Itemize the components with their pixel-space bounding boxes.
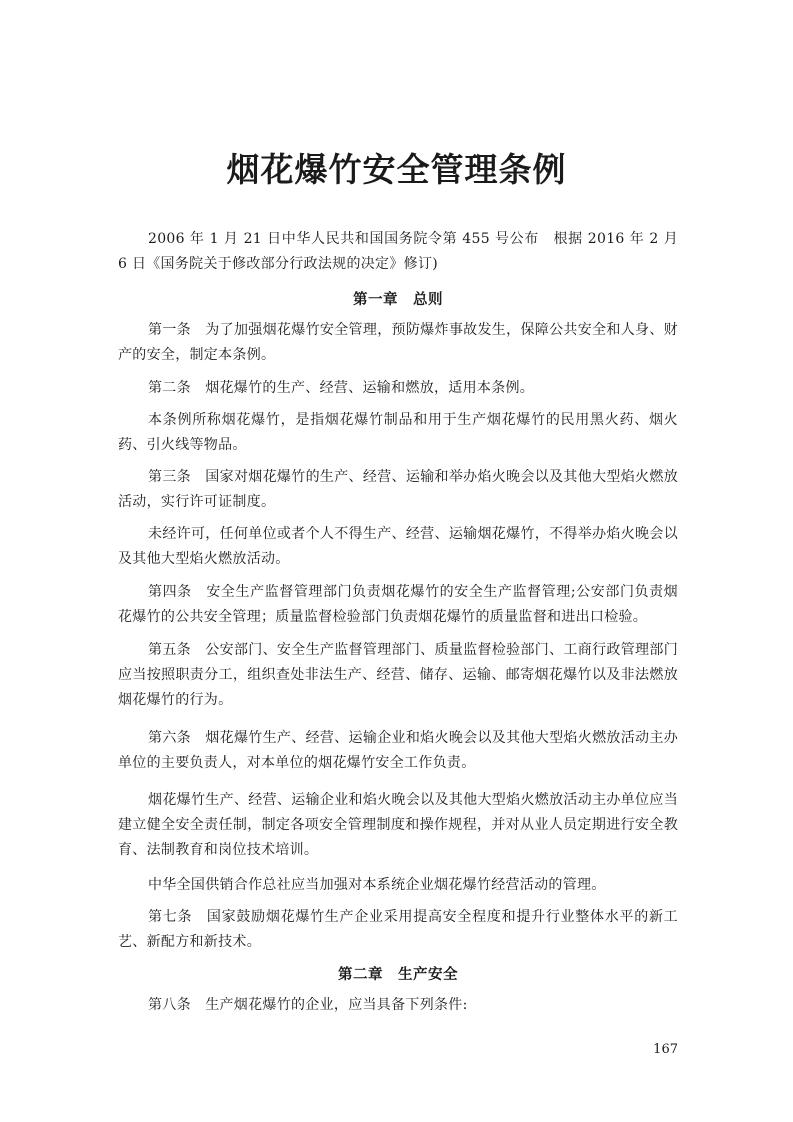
page-number: 167	[653, 1042, 678, 1057]
article-2-definition: 本条例所称烟花爆竹，是指烟花爆竹制品和用于生产烟花爆竹的民用黑火药、烟火药、引火线等物品。	[118, 412, 678, 453]
article-4: 第四条 安全生产监督管理部门负责烟花爆竹的安全生产监督管理;公安部门负责烟花爆竹的公共安全管理；质量监督检验部门负责烟花爆竹的质量监督和进出口检验。	[118, 584, 678, 625]
chapter-1-heading: 第一章 总则	[353, 291, 443, 308]
article-6-responsibility: 烟花爆竹生产、经营、运输企业和焰火晚会以及其他大型焰火燃放活动主办单位应当建立健全安全责任制，制定各项安全管理制度和操作规程，并对从业人员定期进行安全教育、法制教育和岗位技术培训。	[118, 792, 678, 858]
source-note: 2006 年 1 月 21 日中华人民共和国国务院令第 455 号公布 根据 2016 年 2 月 6 日《国务院关于修改部分行政法规的决定》修订)	[118, 231, 678, 272]
article-3: 第三条 国家对烟花爆竹的生产、经营、运输和举办焰火晚会以及其他大型焰火燃放活动，实行许可证制度。	[118, 469, 678, 510]
article-2: 第二条 烟花爆竹的生产、经营、运输和燃放，适用本条例。	[148, 380, 535, 396]
article-3-prohibition: 未经许可，任何单位或者个人不得生产、经营、运输烟花爆竹，不得举办焰火晚会以及其他大型焰火燃放活动。	[118, 526, 678, 567]
article-6-supply-coop: 中华全国供销合作总社应当加强对本系统企业烟花爆竹经营活动的管理。	[148, 877, 606, 893]
article-1: 第一条 为了加强烟花爆竹安全管理，预防爆炸事故发生，保障公共安全和人身、财产的安全，制定本条例。	[118, 322, 678, 363]
chapter-2-heading: 第二章 生产安全	[338, 966, 458, 983]
article-6: 第六条 烟花爆竹生产、经营、运输企业和焰火晚会以及其他大型焰火燃放活动主办单位的主要负责人，对本单位的烟花爆竹安全工作负责。	[118, 730, 678, 771]
article-7: 第七条 国家鼓励烟花爆竹生产企业采用提高安全程度和提升行业整体水平的新工艺、新配方和新技术。	[118, 909, 678, 950]
page-title: 烟花爆竹安全管理条例	[226, 150, 567, 189]
article-8: 第八条 生产烟花爆竹的企业，应当具备下列条件:	[148, 997, 468, 1013]
article-5: 第五条 公安部门、安全生产监督管理部门、质量监督检验部门、工商行政管理部门应当按照职责分工，组织查处非法生产、经营、储存、运输、邮寄烟花爆竹以及非法燃放烟花爆竹的行为。	[118, 642, 678, 708]
